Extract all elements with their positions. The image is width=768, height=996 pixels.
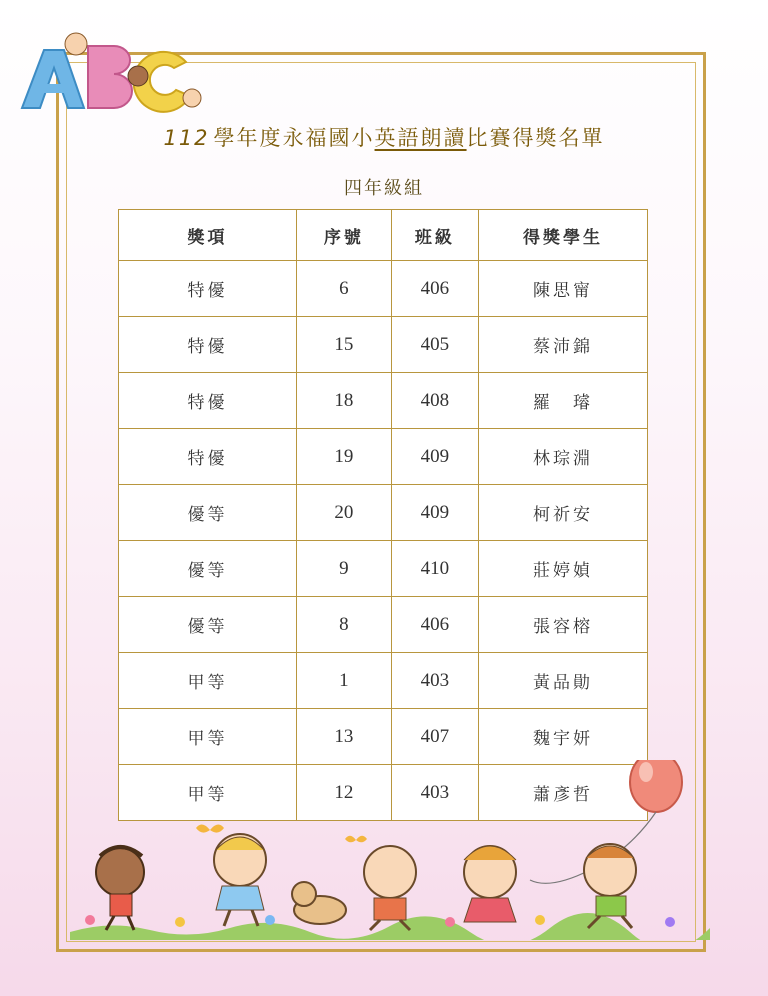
cell-award: 特優 xyxy=(119,373,297,429)
table-row xyxy=(119,653,648,709)
cell-student: 黃品勛 xyxy=(478,653,647,709)
cell-student: 蔡沛錦 xyxy=(478,317,647,373)
cell-class: 409 xyxy=(391,485,478,541)
cell-student: 陳思甯 xyxy=(478,261,647,317)
kids-illustration xyxy=(70,760,710,940)
cell-number: 19 xyxy=(297,429,392,485)
cell-class: 406 xyxy=(391,597,478,653)
cell-number: 1 xyxy=(297,653,392,709)
kid-4-icon xyxy=(464,846,516,922)
cell-number: 13 xyxy=(297,709,392,765)
butterfly-icon xyxy=(196,824,367,842)
cell-number: 9 xyxy=(297,541,392,597)
cell-award: 優等 xyxy=(119,597,297,653)
abc-logo xyxy=(14,28,204,114)
grade-subtitle: 四年級組 xyxy=(344,178,424,199)
cell-award: 甲等 xyxy=(119,765,297,821)
header-class: 班級 xyxy=(391,210,478,261)
cell-number: 18 xyxy=(297,373,392,429)
cell-number: 8 xyxy=(297,597,392,653)
awards-table xyxy=(118,209,648,821)
cell-number: 12 xyxy=(297,765,392,821)
kid-3-icon xyxy=(364,846,416,930)
table-row xyxy=(119,709,648,765)
title-prefix: 學年度永福國小 xyxy=(213,126,375,150)
title-year: 112 xyxy=(163,126,210,150)
cell-student: 莊婷媜 xyxy=(478,541,647,597)
page-title xyxy=(0,122,768,152)
cell-award: 甲等 xyxy=(119,653,297,709)
cell-award: 特優 xyxy=(119,261,297,317)
header-student: 得獎學生 xyxy=(478,210,647,261)
table-header-row xyxy=(119,210,648,261)
header-award: 獎項 xyxy=(119,210,297,261)
cell-award: 特優 xyxy=(119,429,297,485)
table-row xyxy=(119,485,648,541)
table-row xyxy=(119,261,648,317)
table-row xyxy=(119,597,648,653)
table-row xyxy=(119,541,648,597)
cell-class: 405 xyxy=(391,317,478,373)
table-row xyxy=(119,317,648,373)
cell-award: 優等 xyxy=(119,541,297,597)
cell-student: 林琮淵 xyxy=(478,429,647,485)
letter-a-icon xyxy=(22,50,84,108)
cell-student: 蕭彥哲 xyxy=(478,765,647,821)
cell-class: 410 xyxy=(391,541,478,597)
header-number: 序號 xyxy=(297,210,392,261)
letter-b-icon xyxy=(88,46,132,108)
cell-student: 魏宇妍 xyxy=(478,709,647,765)
cell-class: 403 xyxy=(391,765,478,821)
cell-class: 403 xyxy=(391,653,478,709)
cell-award: 甲等 xyxy=(119,709,297,765)
cell-class: 407 xyxy=(391,709,478,765)
cell-award: 特優 xyxy=(119,317,297,373)
dog-icon xyxy=(292,882,346,924)
table-row xyxy=(119,429,648,485)
cell-student: 羅 璿 xyxy=(478,373,647,429)
cell-class: 406 xyxy=(391,261,478,317)
cell-student: 張容榕 xyxy=(478,597,647,653)
cell-number: 15 xyxy=(297,317,392,373)
kid-1-icon xyxy=(96,847,144,930)
cell-number: 20 xyxy=(297,485,392,541)
cell-award: 優等 xyxy=(119,485,297,541)
cell-number: 6 xyxy=(297,261,392,317)
title-underlined: 英語朗讀 xyxy=(374,126,467,150)
kid-2-icon xyxy=(214,834,266,926)
cell-student: 柯祈安 xyxy=(478,485,647,541)
table-row xyxy=(119,373,648,429)
cell-class: 409 xyxy=(391,429,478,485)
cell-class: 408 xyxy=(391,373,478,429)
title-suffix: 比賽得獎名單 xyxy=(466,126,605,150)
